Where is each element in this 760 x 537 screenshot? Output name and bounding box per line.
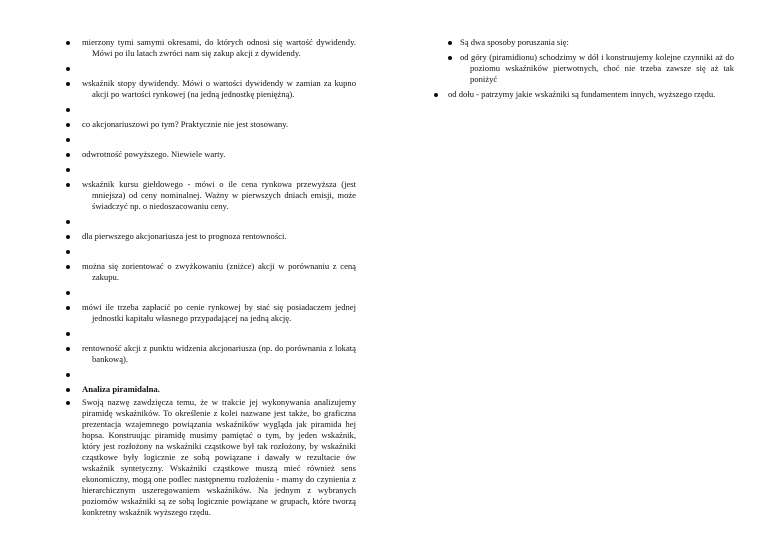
list-item [66,302,356,324]
sub-list-item [448,52,734,85]
empty-list-item [66,164,356,175]
list-item-text: wskaźnik kursu giełdowego - mówi o ile cena rynkowa przewyższa (jest mniejsza) od ceny nominalnej. Ważny w pierwszych dniach emisji, może świadczyć np. o niedoszacowaniu ceny. [82,179,356,211]
list-item-text: dla pierwszego akcjonariusza jest to prognoza rentowności. [82,231,287,241]
list-item [66,119,356,130]
bullet-icon [66,347,70,351]
bullet-icon [66,306,70,310]
bullet-icon [448,41,452,45]
empty-list-item [66,246,356,257]
bullet-icon [66,138,70,142]
section-heading [66,384,356,395]
bullet-icon [434,93,438,97]
right-column [444,37,734,100]
list-item-text: mówi ile trzeba zapłacić po cenie rynkowej by stać się posiadaczem jednej jednostki kapitału własnego przypadającej na jedną akcję. [82,302,356,323]
list-item [66,37,356,59]
bullet-icon [66,153,70,157]
list-item-text: od góry (piramidionu) schodzimy w dół i konstruujemy kolejne czynniki aż do poziomu wskaźników pierwotnych, choć nie trzeba zawsze się aż tak poniżyć [460,52,734,84]
list-item-text: wskaźnik stopy dywidendy. Mówi o wartości dywidendy w zamian za kupno akcji po wartości rynkowej (na jedną jednostkę pieniężną). [82,78,356,99]
list-item [66,231,356,242]
list-item-text: można się zorientować o zwyżkowaniu (zniżce) akcji w porównaniu z ceną zakupu. [82,261,356,282]
main-list [434,89,734,100]
bullet-icon [66,332,70,336]
bullet-icon [66,183,70,187]
bullet-icon [66,388,70,392]
bullet-icon [66,67,70,71]
bullet-icon [66,123,70,127]
bullet-icon [66,373,70,377]
list-item-text: rentowność akcji z punktu widzenia akcjonariusza (np. do porównania z lokatą bankową). [82,343,356,364]
bullet-icon [66,291,70,295]
paragraph-item [66,397,356,518]
bullet-icon [66,401,70,405]
section-heading-text: Analiza piramidalna. [82,384,160,394]
list-item-text: od dołu - patrzymy jakie wskaźniki są fundamentem innych, wyższego rzędu. [448,89,716,99]
empty-list-item [66,328,356,339]
sub-list [444,37,734,85]
list-item [66,261,356,283]
bullet-icon [66,41,70,45]
empty-list-item [66,287,356,298]
empty-list-item [66,134,356,145]
empty-list-item [66,216,356,227]
bullet-icon [66,250,70,254]
bullet-icon [66,82,70,86]
left-column [66,37,356,518]
list-item [66,78,356,100]
bullet-icon [66,220,70,224]
bullet-icon [66,108,70,112]
bullet-icon [66,265,70,269]
list-item-text: odwrotność powyższego. Niewiele warty. [82,149,226,159]
sub-list-item [448,37,734,48]
bullet-icon [448,56,452,60]
empty-list-item [66,63,356,74]
empty-list-item [66,104,356,115]
empty-list-item [66,369,356,380]
list-item [66,149,356,160]
bullet-icon [66,235,70,239]
list-item-text: Są dwa sposoby poruszania się: [460,37,569,47]
paragraph-text: Swoją nazwę zawdzięcza temu, że w trakcie jej wykonywania analizujemy piramidę wskaźników. To określenie z kolei nazwane jest także, bo graficzna prezentacja wzajemnego powiązania wskaźników wygląda jak piramida hej hopsa. Konstruując piramidę musimy pamiętać o tym, by jeden wskaźnik, który jest rozłożony na wskaźniki cząstkowe był tak rozłożony, by wskaźniki cząstkowe były logicznie ze sobą powiązane i dawały w rezultacie ów wskaźnik syntetyczny. Wskaźniki cząstkowe muszą mieć również sens ekonomiczny, mogą one podlec następnemu rozłożeniu - mamy do czynienia z hierarchicznym uszeregowaniem wskaźników. Na jednym z wybranych poziomów wskaźniki są ze sobą logicznie powiązane w grupach, które tworzą konkretny wskaźnik wyższego rzędu. [82,397,356,517]
list-item-text: mierzony tymi samymi okresami, do których odnosi się wartość dywidendy. Mówi po ilu latach zwróci nam się zakup akcji z dywidendy. [82,37,356,58]
list-item [434,89,734,100]
list-item-text: co akcjonariuszowi po tym? Praktycznie nie jest stosowany. [82,119,289,129]
list-item [66,343,356,365]
list-item [66,179,356,212]
bullet-icon [66,168,70,172]
